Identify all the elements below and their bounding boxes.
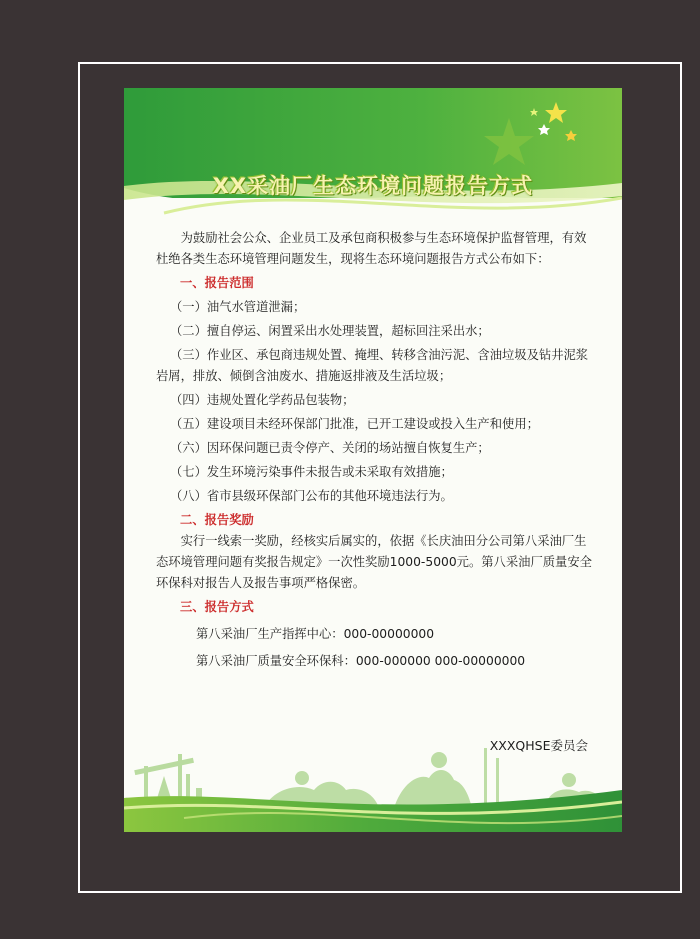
section-reward-heading: 二、报告奖励 <box>180 513 254 527</box>
scope-item: （六）因环保问题已责令停产、关闭的场站擅自恢复生产； <box>170 441 490 455</box>
header-banner <box>124 88 622 238</box>
intro-paragraph: 为鼓励社会公众、企业员工及承包商积极参与生态环境保护监督管理，有效杜绝各类生态环境管理问题发生，现将生态环境问题报告方式公布如下： <box>156 231 587 266</box>
scope-item: （三）作业区、承包商违规处置、掩埋、转移含油污泥、含油垃圾及钻井泥浆岩屑，排放、倾倒含油废水、措施返排液及生活垃圾； <box>156 348 589 383</box>
poster-board <box>124 88 622 832</box>
scope-item: （二）擅自停运、闲置采出水处理装置，超标回注采出水； <box>170 324 490 338</box>
scope-item: （七）发生环境污染事件未报告或未采取有效措施； <box>170 465 453 479</box>
poster-title: XX采油厂生态环境问题报告方式 <box>212 174 534 198</box>
scope-item: （一）油气水管道泄漏； <box>170 300 306 314</box>
contact-line: 第八采油厂生产指挥中心：000-00000000 <box>196 627 435 641</box>
signature: XXXQHSE委员会 <box>489 738 588 753</box>
reward-paragraph: 实行一线索一奖励，经核实后属实的，依据《长庆油田分公司第八采油厂生态环境管理问题有奖报告规定》一次性奖励1000-5000元。第八采油厂质量安全环保科对报告人及报告事项严格保密。 <box>156 534 592 590</box>
scope-item: （四）违规处置化学药品包装物； <box>170 393 355 407</box>
scope-item: （五）建设项目未经环保部门批准，已开工建设或投入生产和使用； <box>170 417 539 431</box>
poster-content <box>156 228 596 672</box>
section-report-scope-heading: 一、报告范围 <box>180 276 254 290</box>
scope-item: （八）省市县级环保部门公布的其他环境违法行为。 <box>170 489 453 503</box>
section-report-method-heading: 三、报告方式 <box>180 600 254 614</box>
contact-line: 第八采油厂质量安全环保科：000-000000 000-00000000 <box>196 654 526 668</box>
